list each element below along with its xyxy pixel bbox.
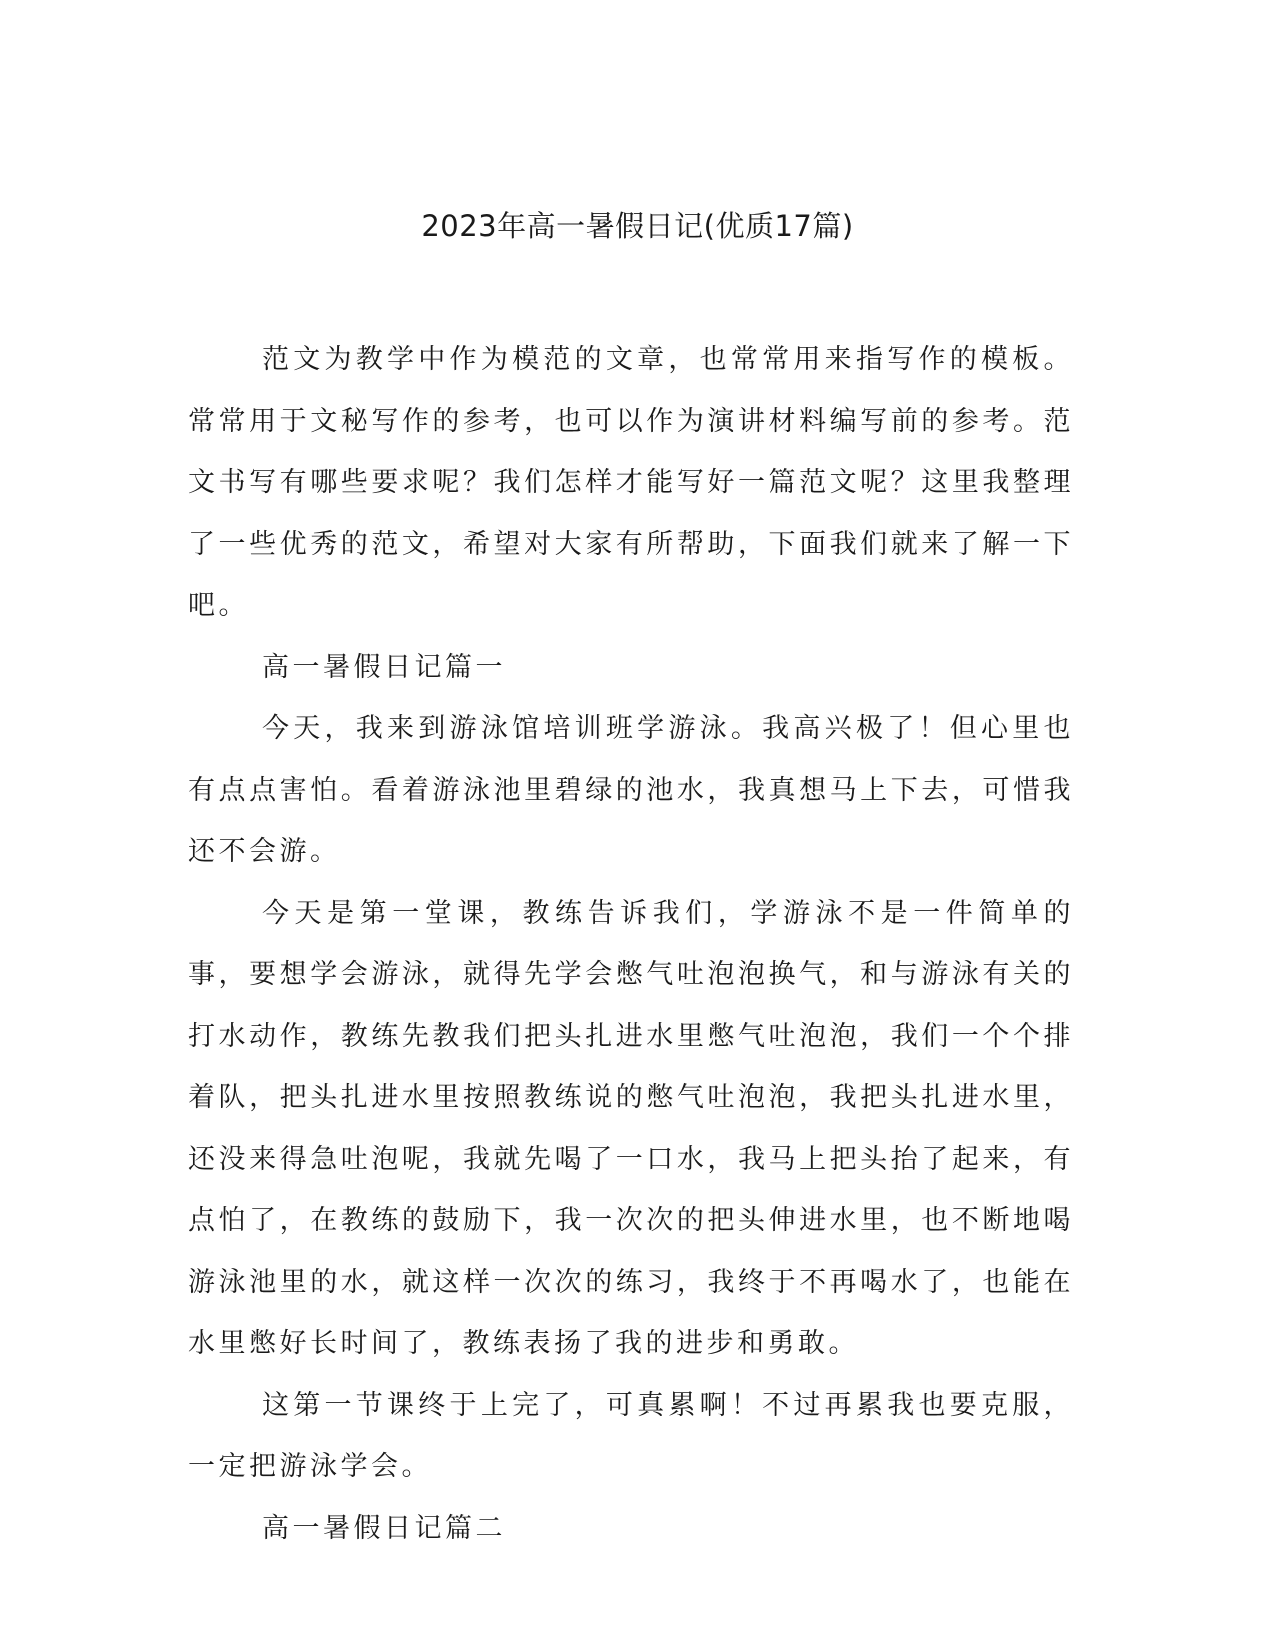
section-heading: 高一暑假日记篇二 [262,1512,506,1544]
body-paragraph: 这第一节课终于上完了，可真累啊！不过再累我也要克服，一定把游泳学会。 [188,1389,1074,1482]
body-paragraph: 今天是第一堂课，教练告诉我们，学游泳不是一件简单的事，要想学会游泳，就得先学会憋气吐泡泡换气，和与游泳有关的打水动作，教练先教我们把头扎进水里憋气吐泡泡，我们一个个排着队，把头扎进水里按照教练说的憋气吐泡泡，我把头扎进水里，还没来得急吐泡呢，我就先喝了一口水，我马上把头抬了起来，有点怕了，在教练的鼓励下，我一次次的把头伸进水里，也不断地喝游泳池里的水，就这样一次次的练习，我终于不再喝水了，也能在水里憋好长时间了，教练表扬了我的进步和勇敢。 [188,897,1074,1359]
section-heading: 高一暑假日记篇一 [262,651,506,683]
body-paragraph: 今天，我来到游泳馆培训班学游泳。我高兴极了！但心里也有点点害怕。看着游泳池里碧绿的池水，我真想马上下去，可惜我还不会游。 [188,713,1074,867]
document-title: 2023年高一暑假日记(优质17篇) [421,209,854,243]
document-body [188,329,1074,1559]
intro-paragraph: 范文为教学中作为模范的文章，也常常用来指写作的模板。常常用于文秘写作的参考，也可以作为演讲材料编写前的参考。范文书写有哪些要求呢？我们怎样才能写好一篇范文呢？这里我整理了一些优秀的范文，希望对大家有所帮助，下面我们就来了解一下吧。 [188,344,1074,621]
